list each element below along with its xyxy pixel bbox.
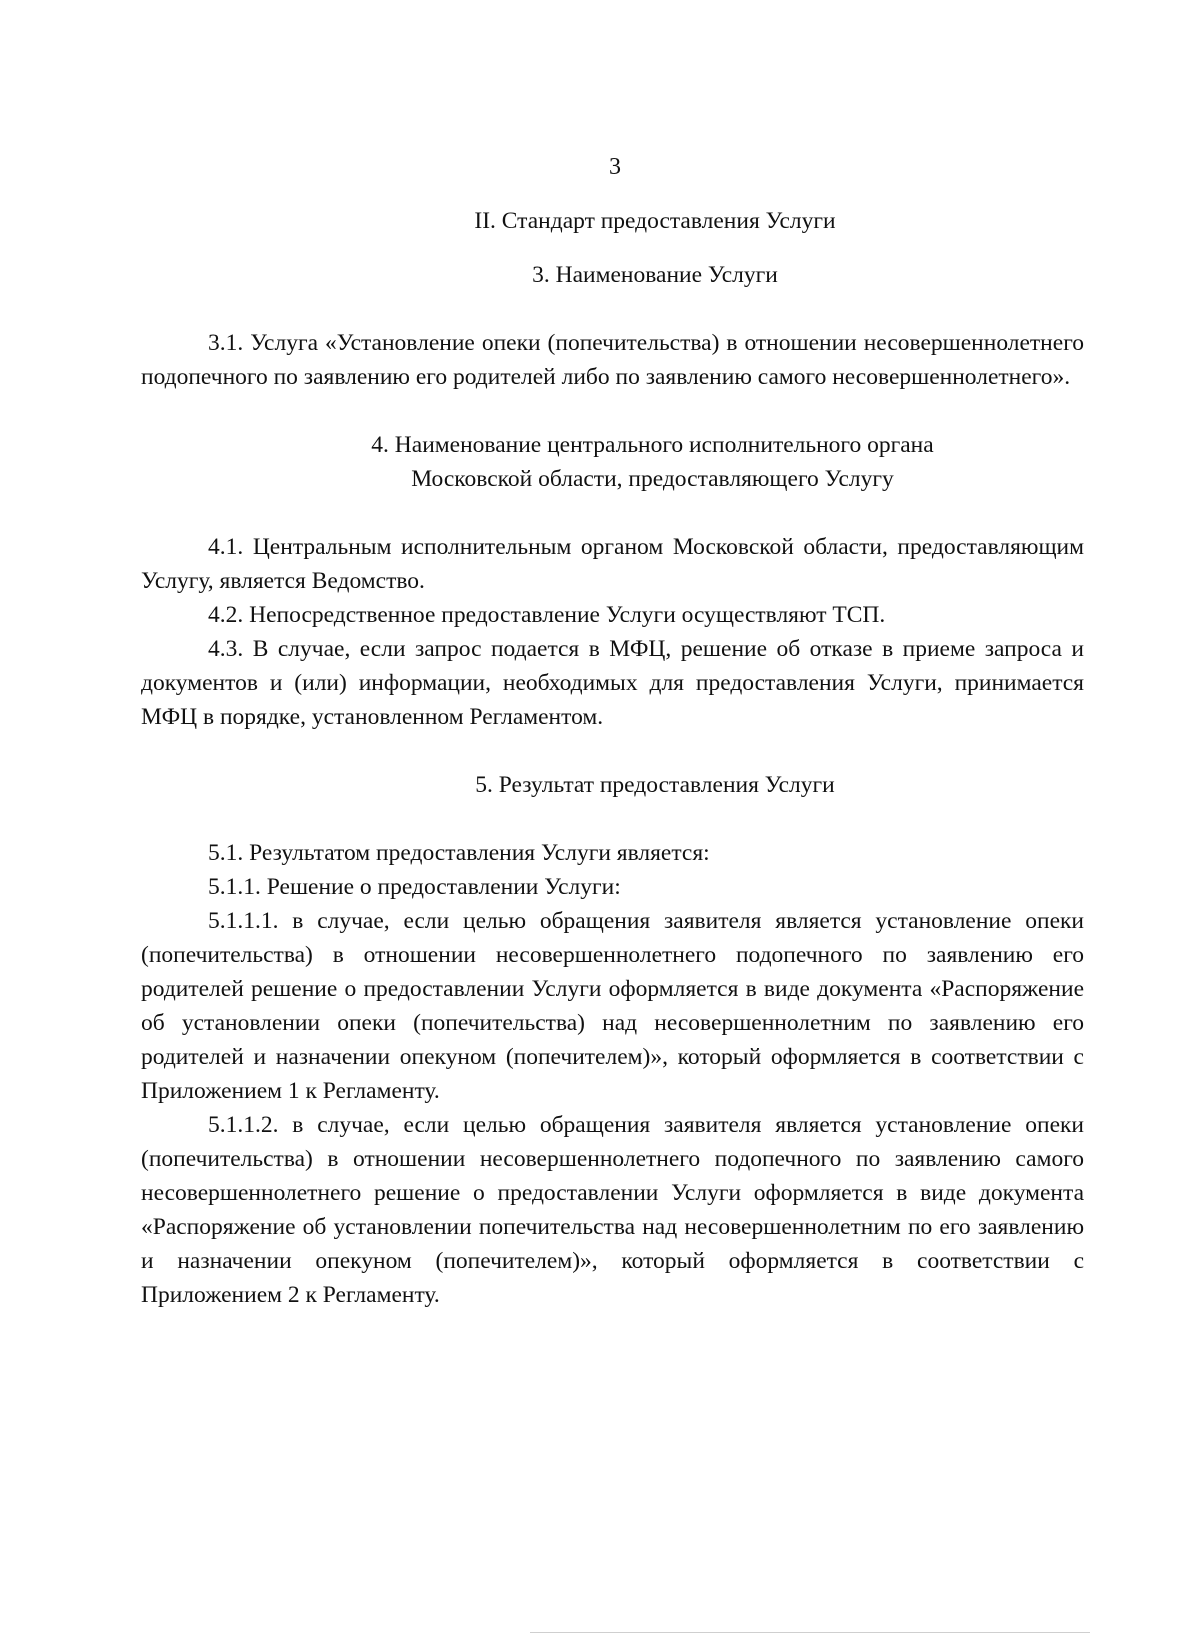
section-title: II. Стандарт предоставления Услуги bbox=[474, 208, 836, 234]
paragraph-5-1-1-1: 5.1.1.1. в случае, если целью обращения заявителя является установление опеки (попечительства) в отношении несовершеннолетнего подопечного по заявлению его родителей решение о предоставлении Услуги оформляется в виде документа «Распоряжение об установлении опеки (попечительства) над несовершеннолетним по заявлению его родителей и назначении опекуном (попечителем)», который оформляется в соответствии с Приложением 1 к Регламенту. bbox=[141, 908, 1084, 1104]
heading-service-result: 5. Результат предоставления Услуги bbox=[475, 772, 835, 798]
heading-executive-body-line1: 4. Наименование центрального исполнительного органа bbox=[371, 432, 934, 458]
scan-artifact-line bbox=[530, 1632, 1090, 1633]
paragraph-4-3: 4.3. В случае, если запрос подается в МФЦ, решение об отказе в приеме запроса и документов и (или) информации, необходимых для предоставления Услуги, принимается МФЦ в порядке, установленном Регламентом. bbox=[141, 636, 1084, 730]
heading-executive-body-line2: Московской области, предоставляющего Услугу bbox=[411, 466, 894, 492]
paragraph-5-1-1-2: 5.1.1.2. в случае, если целью обращения заявителя является установление опеки (попечительства) в отношении несовершеннолетнего подопечного по заявлению самого несовершеннолетнего решение о предоставлении Услуги оформляется в виде документа «Распоряжение об установлении попечительства над несовершеннолетним по его заявлению и назначении опекуном (попечителем)», который оформляется в соответствии с Приложением 2 к Регламенту. bbox=[141, 1112, 1084, 1308]
heading-executive-body bbox=[221, 428, 1084, 496]
heading-service-name: 3. Наименование Услуги bbox=[532, 262, 778, 288]
paragraph-4-1: 4.1. Центральным исполнительным органом Московской области, предоставляющим Услугу, является Ведомство. bbox=[141, 534, 1084, 594]
paragraph-4-2: 4.2. Непосредственное предоставление Услуги осуществляют ТСП. bbox=[208, 602, 886, 628]
paragraph-3-1: 3.1. Услуга «Установление опеки (попечительства) в отношении несовершеннолетнего подопечного по заявлению его родителей либо по заявлению самого несовершеннолетнего». bbox=[141, 330, 1084, 390]
document-body bbox=[141, 204, 1084, 1312]
paragraph-5-1: 5.1. Результатом предоставления Услуги является: bbox=[208, 840, 710, 866]
page-number: 3 bbox=[609, 154, 621, 180]
paragraph-5-1-1: 5.1.1. Решение о предоставлении Услуги: bbox=[208, 874, 621, 900]
